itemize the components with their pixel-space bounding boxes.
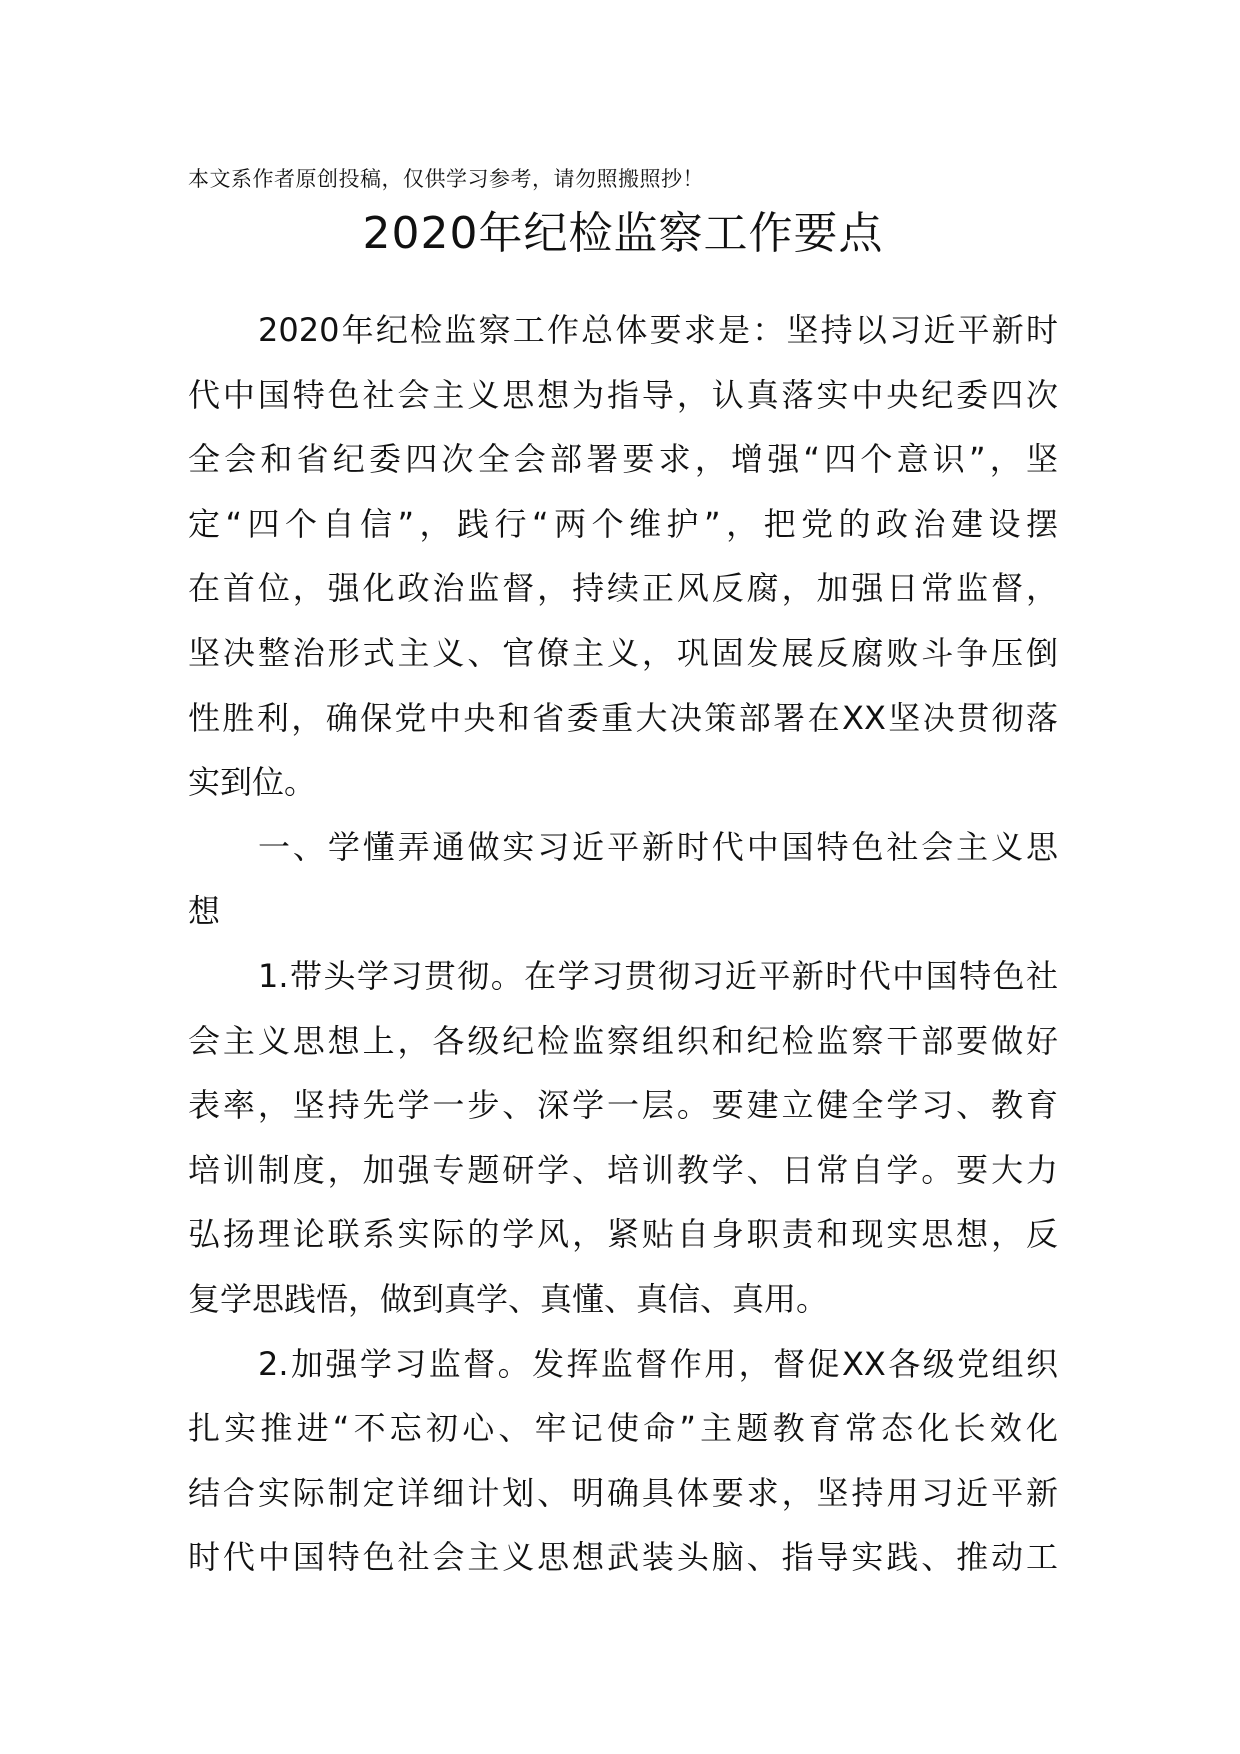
text-line: 一、学懂弄通做实习近平新时代中国特色社会主义思 [258, 827, 1058, 866]
text-line: 扎实推进“不忘初心、牢记使命”主题教育常态化长效化 [188, 1409, 1058, 1448]
text-line: 想 [188, 892, 221, 931]
text-line: 时代中国特色社会主义思想武装头脑、指导实践、推动工 [188, 1538, 1058, 1577]
paragraph-item-1 [188, 944, 1058, 1332]
text-line: 2020年纪检监察工作总体要求是：坚持以习近平新时 [258, 311, 1058, 349]
text-line: 会主义思想上，各级纪检监察组织和纪检监察干部要做好 [188, 1021, 1058, 1060]
text-line: 代中国特色社会主义思想为指导，认真落实中央纪委四次 [188, 375, 1058, 414]
text-line: 2.加强学习监督。发挥监督作用，督促XX各级党组织 [258, 1344, 1058, 1383]
text-line: 实到位。 [188, 763, 317, 802]
text-line: 性胜利，确保党中央和省委重大决策部署在XX坚决贯彻落 [188, 698, 1058, 737]
document-body [188, 298, 1058, 1590]
text-line: 坚决整治形式主义、官僚主义，巩固发展反腐败斗争压倒 [188, 633, 1058, 672]
text-line: 培训制度，加强专题研学、培训教学、日常自学。要大力 [188, 1150, 1058, 1189]
text-line: 复学思践悟，做到真学、真懂、真信、真用。 [188, 1279, 829, 1318]
text-line: 结合实际制定详细计划、明确具体要求，坚持用习近平新 [188, 1473, 1058, 1512]
section-heading-1 [188, 815, 1058, 944]
text-line: 全会和省纪委四次全会部署要求，增强“四个意识”，坚 [188, 440, 1058, 479]
text-line: 弘扬理论联系实际的学风，紧贴自身职责和现实思想，反 [188, 1215, 1058, 1254]
text-line: 1.带头学习贯彻。在学习贯彻习近平新时代中国特色社 [258, 956, 1058, 995]
text-line: 定“四个自信”，践行“两个维护”，把党的政治建设摆 [188, 504, 1058, 543]
text-line: 在首位，强化政治监督，持续正风反腐，加强日常监督， [188, 569, 1058, 608]
copyright-note: 本文系作者原创投稿，仅供学习参考，请勿照搬照抄！ [188, 167, 704, 191]
document-title: 2020年纪检监察工作要点 [362, 208, 884, 259]
paragraph-overall-requirements [188, 298, 1058, 815]
text-line: 表率，坚持先学一步、深学一层。要建立健全学习、教育 [188, 1086, 1058, 1125]
paragraph-item-2 [188, 1332, 1058, 1590]
